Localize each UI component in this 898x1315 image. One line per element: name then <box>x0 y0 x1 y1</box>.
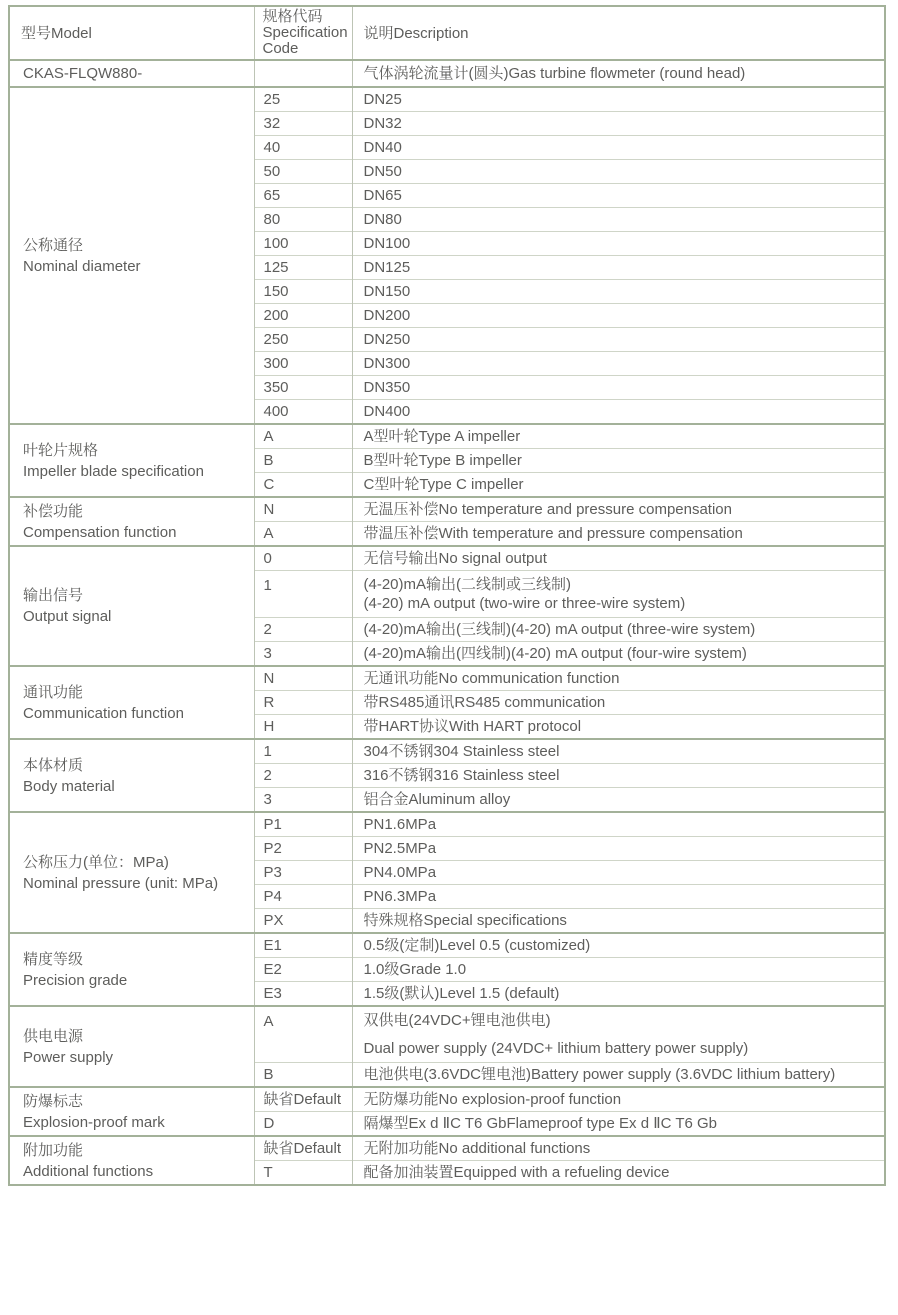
description-line: DN200 <box>363 307 411 324</box>
description-line: 铝合金Aluminum alloy <box>363 791 511 808</box>
description-cell <box>352 376 885 400</box>
description-line: B型叶轮Type B impeller <box>363 452 522 469</box>
description-line: DN300 <box>363 355 411 372</box>
category-cell <box>9 87 254 424</box>
col-header-description: 说明Description <box>352 6 885 60</box>
category-cell <box>9 1006 254 1087</box>
description-line: DN125 <box>363 259 411 276</box>
category-label-line: 附加功能 <box>23 1141 84 1159</box>
description-line: A型叶轮Type A impeller <box>363 428 521 445</box>
spec-code-cell: E2 <box>254 958 352 982</box>
description-cell <box>352 328 885 352</box>
description-line: 0.5级(定制)Level 0.5 (customized) <box>363 937 591 954</box>
spec-code-cell: D <box>254 1112 352 1137</box>
description-line: 特殊规格Special specifications <box>363 912 567 929</box>
description-cell <box>352 522 885 547</box>
description-line: Dual power supply (24VDC+ lithium battery power supply) <box>363 1040 749 1057</box>
category-cell <box>9 546 254 666</box>
group-5 <box>9 666 885 739</box>
description-line: 1.0级Grade 1.0 <box>363 961 467 978</box>
group-0 <box>9 60 885 87</box>
spec-code-cell: 50 <box>254 160 352 184</box>
category-cell <box>9 739 254 812</box>
description-cell <box>352 739 885 764</box>
description-cell <box>352 812 885 837</box>
description-cell <box>352 982 885 1007</box>
description-line: DN40 <box>363 139 402 156</box>
spec-code-cell: 250 <box>254 328 352 352</box>
category-label-line: Compensation function <box>23 523 177 541</box>
spec-code-cell: 350 <box>254 376 352 400</box>
description-line: DN32 <box>363 115 402 132</box>
spec-code-cell: 400 <box>254 400 352 425</box>
spec-code-cell: 80 <box>254 208 352 232</box>
description-line: C型叶轮Type C impeller <box>363 476 524 493</box>
category-label-line: Body material <box>23 777 115 795</box>
spec-code-cell: 3 <box>254 788 352 813</box>
category-label-line: Explosion-proof mark <box>23 1113 165 1131</box>
spec-code-cell: P3 <box>254 861 352 885</box>
description-line: DN80 <box>363 211 402 228</box>
table-row <box>9 497 885 522</box>
spec-code-cell: 3 <box>254 642 352 667</box>
description-cell <box>352 352 885 376</box>
description-line: (4-20) mA output (two-wire or three-wire system) <box>363 595 686 612</box>
description-cell <box>352 304 885 328</box>
spec-code-cell: 0 <box>254 546 352 571</box>
category-cell <box>9 933 254 1006</box>
spec-code-cell: A <box>254 424 352 449</box>
spec-code-cell: E1 <box>254 933 352 958</box>
spec-code-cell: 200 <box>254 304 352 328</box>
spec-code-cell: N <box>254 497 352 522</box>
description-cell <box>352 666 885 691</box>
spec-code-cell: E3 <box>254 982 352 1007</box>
description-line: PN1.6MPa <box>363 816 437 833</box>
description-line: DN25 <box>363 91 402 108</box>
table-row <box>9 1136 885 1161</box>
spec-code-cell: 缺省Default <box>254 1087 352 1112</box>
description-line: 配备加油装置Equipped with a refueling device <box>363 1164 670 1181</box>
table-row <box>9 546 885 571</box>
description-cell <box>352 788 885 813</box>
category-label-line: 通讯功能 <box>23 683 84 701</box>
table-row <box>9 424 885 449</box>
description-line: DN250 <box>363 331 411 348</box>
category-cell <box>9 666 254 739</box>
description-cell <box>352 1161 885 1186</box>
spec-code-cell: P2 <box>254 837 352 861</box>
description-line: 带HART协议With HART protocol <box>363 718 582 735</box>
spec-code-cell: 40 <box>254 136 352 160</box>
description-line: PN2.5MPa <box>363 840 437 857</box>
description-cell <box>352 256 885 280</box>
description-line: 304不锈钢304 Stainless steel <box>363 743 560 760</box>
group-7 <box>9 812 885 933</box>
description-line: 无附加功能No additional functions <box>363 1140 591 1157</box>
description-cell <box>352 1006 885 1063</box>
category-label-line: 防爆标志 <box>23 1092 84 1110</box>
group-3 <box>9 497 885 546</box>
group-4 <box>9 546 885 666</box>
spec-code-cell: P1 <box>254 812 352 837</box>
description-line: 带RS485通讯RS485 communication <box>363 694 606 711</box>
description-cell <box>352 837 885 861</box>
category-label-line: 供电电源 <box>23 1027 84 1045</box>
description-cell <box>352 1087 885 1112</box>
spec-code-cell: 150 <box>254 280 352 304</box>
category-label-line: CKAS-FLQW880- <box>23 65 143 82</box>
col-header-model: 型号Model <box>9 6 254 60</box>
category-cell <box>9 1136 254 1185</box>
group-1 <box>9 87 885 424</box>
category-label-line: 叶轮片规格 <box>23 441 99 459</box>
description-cell <box>352 885 885 909</box>
spec-code-cell: P4 <box>254 885 352 909</box>
category-label-line: 精度等级 <box>23 950 84 968</box>
category-cell <box>9 812 254 933</box>
description-line: 无信号输出No signal output <box>363 550 547 567</box>
description-cell <box>352 112 885 136</box>
description-cell <box>352 160 885 184</box>
description-line: 无温压补偿No temperature and pressure compensation <box>363 501 732 518</box>
group-6 <box>9 739 885 812</box>
description-cell <box>352 691 885 715</box>
table-row <box>9 933 885 958</box>
spec-code-cell: B <box>254 449 352 473</box>
group-10 <box>9 1087 885 1136</box>
col-header-spec-code-line: 规格代码 <box>262 8 323 25</box>
spec-code-cell: 25 <box>254 87 352 112</box>
spec-code-cell: T <box>254 1161 352 1186</box>
description-cell <box>352 1112 885 1137</box>
category-label-line: Nominal diameter <box>23 257 141 275</box>
description-cell <box>352 424 885 449</box>
description-cell <box>352 232 885 256</box>
description-cell <box>352 909 885 934</box>
category-label-line: 补偿功能 <box>23 502 84 520</box>
category-label-line: 公称通径 <box>23 236 84 254</box>
description-cell <box>352 400 885 425</box>
spec-code-cell: N <box>254 666 352 691</box>
description-cell <box>352 1136 885 1161</box>
description-line: (4-20)mA输出(三线制)(4-20) mA output (three-wire system) <box>363 621 756 638</box>
description-cell <box>352 958 885 982</box>
description-line: DN65 <box>363 187 402 204</box>
category-label-line: Nominal pressure (unit: MPa) <box>23 874 219 892</box>
spec-code-cell: 1 <box>254 739 352 764</box>
group-8 <box>9 933 885 1006</box>
description-cell <box>352 449 885 473</box>
description-cell <box>352 546 885 571</box>
description-cell <box>352 497 885 522</box>
category-label-line: 公称压力(单位：MPa) <box>23 853 169 871</box>
description-cell <box>352 764 885 788</box>
description-cell <box>352 60 885 87</box>
spec-code-cell: 65 <box>254 184 352 208</box>
description-line: 无通讯功能No communication function <box>363 670 620 687</box>
description-line: 双供电(24VDC+锂电池供电) <box>363 1012 551 1029</box>
description-line: DN350 <box>363 379 411 396</box>
spec-code-cell: 1 <box>254 571 352 618</box>
spec-code-cell <box>254 60 352 87</box>
description-cell <box>352 208 885 232</box>
description-cell <box>352 642 885 667</box>
category-label-line: Impeller blade specification <box>23 462 204 480</box>
category-cell <box>9 60 254 87</box>
group-2 <box>9 424 885 497</box>
description-cell <box>352 136 885 160</box>
description-line: 无防爆功能No explosion-proof function <box>363 1091 622 1108</box>
description-cell <box>352 571 885 618</box>
table-row <box>9 739 885 764</box>
description-line: 带温压补偿With temperature and pressure compensation <box>363 525 743 542</box>
description-cell <box>352 618 885 642</box>
table-row <box>9 1006 885 1063</box>
table-row <box>9 60 885 87</box>
table-header <box>9 6 885 60</box>
category-label-line: Power supply <box>23 1048 114 1066</box>
description-line: PN6.3MPa <box>363 888 437 905</box>
table-row <box>9 1087 885 1112</box>
model-selection-table <box>8 5 886 1186</box>
description-line: 隔爆型Ex d ⅡC T6 GbFlameproof type Ex d ⅡC T6 Gb <box>363 1115 718 1132</box>
description-line: DN150 <box>363 283 411 300</box>
spec-code-cell: A <box>254 1006 352 1063</box>
spec-code-cell: 2 <box>254 618 352 642</box>
table-row <box>9 812 885 837</box>
spec-code-cell: 300 <box>254 352 352 376</box>
category-cell <box>9 1087 254 1136</box>
spec-code-cell: R <box>254 691 352 715</box>
spec-code-cell: C <box>254 473 352 498</box>
table-row <box>9 666 885 691</box>
category-label-line: Additional functions <box>23 1162 154 1180</box>
category-cell <box>9 497 254 546</box>
group-9 <box>9 1006 885 1087</box>
category-label-line: 本体材质 <box>23 756 84 774</box>
spec-code-cell: 32 <box>254 112 352 136</box>
description-cell <box>352 184 885 208</box>
category-cell <box>9 424 254 497</box>
description-line: (4-20)mA输出(二线制或三线制) <box>363 576 572 593</box>
spec-code-cell: H <box>254 715 352 740</box>
spec-code-cell: 125 <box>254 256 352 280</box>
description-line: 316不锈钢316 Stainless steel <box>363 767 560 784</box>
spec-code-cell: 2 <box>254 764 352 788</box>
description-line: PN4.0MPa <box>363 864 437 881</box>
description-line: DN50 <box>363 163 402 180</box>
description-cell <box>352 715 885 740</box>
description-cell <box>352 280 885 304</box>
spec-code-cell: B <box>254 1063 352 1088</box>
col-header-spec-code-line: Specification <box>262 24 348 41</box>
spec-code-cell: A <box>254 522 352 547</box>
spec-code-cell: 缺省Default <box>254 1136 352 1161</box>
header-row <box>9 6 885 60</box>
spec-code-cell: 100 <box>254 232 352 256</box>
group-11 <box>9 1136 885 1185</box>
description-cell <box>352 87 885 112</box>
description-cell <box>352 933 885 958</box>
description-line: DN100 <box>363 235 411 252</box>
description-line: 1.5级(默认)Level 1.5 (default) <box>363 985 560 1002</box>
description-line: DN400 <box>363 403 411 420</box>
category-label-line: Precision grade <box>23 971 128 989</box>
description-cell <box>352 473 885 498</box>
description-line: 电池供电(3.6VDC锂电池)Battery power supply (3.6VDC lithium battery) <box>363 1066 836 1083</box>
col-header-spec-code <box>254 6 352 60</box>
spec-code-cell: PX <box>254 909 352 934</box>
category-label-line: Communication function <box>23 704 184 722</box>
description-line: 气体涡轮流量计(圆头)Gas turbine flowmeter (round head) <box>363 65 746 82</box>
table-row <box>9 87 885 112</box>
description-cell <box>352 1063 885 1088</box>
category-label-line: 输出信号 <box>23 587 84 604</box>
description-line: (4-20)mA输出(四线制)(4-20) mA output (four-wire system) <box>363 645 747 662</box>
col-header-spec-code-line: Code <box>262 40 299 57</box>
category-label-line: Output signal <box>23 608 112 625</box>
description-cell <box>352 861 885 885</box>
